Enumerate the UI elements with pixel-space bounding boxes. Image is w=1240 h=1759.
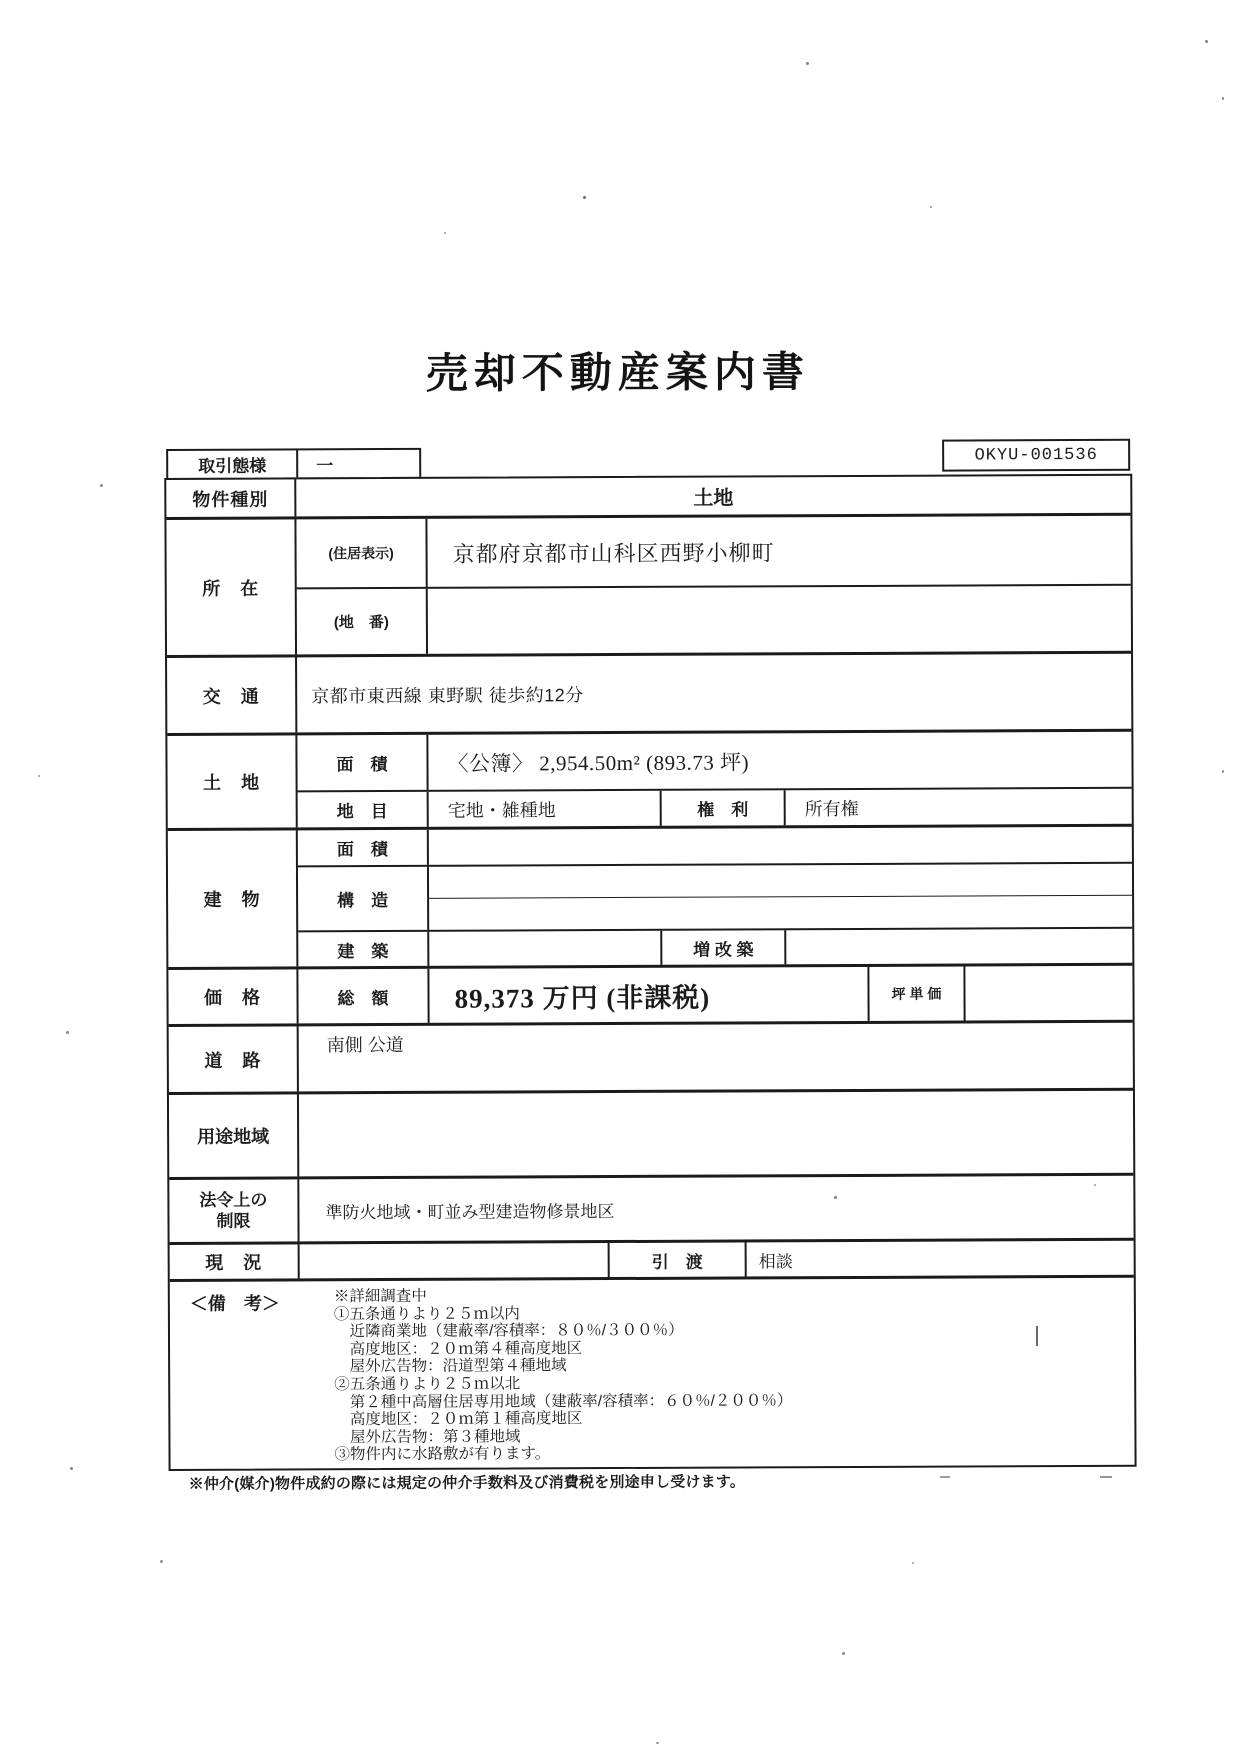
land-area-value: 〈公簿〉 2,954.50m² (893.73 坪) bbox=[447, 749, 750, 776]
remarks-label: ＜備 考＞ bbox=[189, 1293, 280, 1314]
zoning-value bbox=[299, 1091, 1133, 1177]
current-status-value bbox=[300, 1243, 610, 1278]
price-total-label: 総 額 bbox=[298, 969, 429, 1024]
row-current-status bbox=[170, 1241, 1134, 1282]
row-price bbox=[168, 966, 1132, 1027]
scan-speck bbox=[70, 1467, 73, 1470]
property-type-label: 物件種別 bbox=[166, 479, 296, 517]
land-rights-label: 権 利 bbox=[662, 790, 786, 826]
land-category-value: 宅地・雑種地 bbox=[429, 791, 662, 827]
building-renovation-value bbox=[786, 929, 1132, 965]
property-info-table bbox=[164, 474, 1136, 1471]
row-zoning bbox=[169, 1091, 1133, 1180]
remarks-line: 屋外広告物：第３種地域 bbox=[334, 1428, 521, 1447]
price-unit-label: 坪 単 価 bbox=[869, 966, 965, 1020]
location-label: 所 在 bbox=[166, 519, 297, 655]
ref-number-box: OKYU-001536 bbox=[942, 439, 1130, 472]
land-rights-value: 所有権 bbox=[804, 798, 859, 819]
legal-restrictions-label-line2: 制限 bbox=[216, 1211, 251, 1231]
scan-speck bbox=[1205, 40, 1208, 43]
row-land bbox=[167, 732, 1131, 831]
current-status-label: 現 況 bbox=[170, 1244, 300, 1279]
building-area-label: 面 積 bbox=[298, 830, 429, 866]
road-label: 道 路 bbox=[169, 1026, 299, 1092]
legal-restrictions-value: 準防火地域・町並み型建造物修景地区 bbox=[325, 1201, 615, 1222]
row-building bbox=[168, 827, 1133, 970]
building-area-value bbox=[429, 827, 1132, 865]
scan-speck bbox=[444, 232, 446, 234]
scan-speck bbox=[1222, 770, 1224, 773]
scan-speck bbox=[1036, 1326, 1038, 1346]
handover-value: 相談 bbox=[758, 1251, 793, 1271]
price-label: 価 格 bbox=[168, 969, 298, 1024]
row-legal-restrictions bbox=[169, 1176, 1133, 1245]
row-location bbox=[166, 516, 1131, 658]
property-type-value: 土地 bbox=[693, 487, 734, 510]
legal-restrictions-label-line1: 法令上の bbox=[199, 1190, 268, 1210]
scan-speck bbox=[160, 1560, 163, 1563]
access-label: 交 通 bbox=[167, 657, 297, 733]
scan-speck bbox=[842, 1652, 845, 1655]
land-area-label: 面 積 bbox=[297, 735, 428, 791]
building-structure-value-area bbox=[429, 864, 1132, 930]
row-property-type bbox=[166, 476, 1130, 520]
transaction-type-box bbox=[166, 448, 421, 480]
scan-speck bbox=[38, 775, 40, 777]
transaction-type-value: 一 bbox=[316, 456, 334, 476]
remarks-line: ③物件内に水路敷が有ります。 bbox=[334, 1445, 551, 1464]
scan-speck bbox=[66, 1031, 69, 1034]
building-label: 建 物 bbox=[168, 830, 299, 967]
road-value: 南側 公道 bbox=[326, 1034, 404, 1056]
handover-label: 引 渡 bbox=[610, 1242, 747, 1277]
scan-speck bbox=[912, 1562, 914, 1564]
remarks-line: ①五条通りより２５ｍ以内 bbox=[333, 1305, 520, 1323]
row-road bbox=[169, 1023, 1133, 1095]
residence-indication-value: 京都府京都市山科区西野小柳町 bbox=[452, 539, 775, 567]
scan-speck bbox=[1100, 1476, 1112, 1478]
access-value: 京都市東西線 東野駅 徒歩約12分 bbox=[311, 684, 584, 706]
remarks-line: ※詳細調査中 bbox=[333, 1287, 427, 1306]
remarks-line: 第２種中高層住居専用地域（建蔽率/容積率：６０％/２００％） bbox=[334, 1391, 793, 1411]
building-renovation-label: 増 改 築 bbox=[662, 930, 786, 965]
building-built-value bbox=[429, 931, 662, 966]
building-structure-value-lower bbox=[429, 896, 1132, 930]
remarks-line: 屋外広告物：沿道型第４種地域 bbox=[334, 1357, 567, 1376]
scan-speck bbox=[806, 62, 809, 65]
lot-number-value bbox=[428, 586, 1131, 654]
scan-speck bbox=[940, 1476, 950, 1478]
remarks-line: ②五条通りより２５ｍ以北 bbox=[334, 1375, 521, 1394]
scan-speck bbox=[1094, 1184, 1096, 1186]
row-remarks bbox=[170, 1278, 1135, 1469]
zoning-label: 用途地域 bbox=[169, 1094, 299, 1177]
scan-speck bbox=[656, 1742, 659, 1744]
remarks-line: 近隣商業地（建蔽率/容積率：８０％/３００％） bbox=[333, 1321, 684, 1341]
residence-indication-label: (住居表示) bbox=[296, 519, 427, 588]
scan-speck bbox=[834, 1196, 837, 1199]
row-access bbox=[167, 654, 1131, 736]
price-unit-value bbox=[965, 966, 1132, 1021]
remarks-line: 高度地区：２０ｍ第４種高度地区 bbox=[334, 1339, 583, 1359]
scan-speck bbox=[1222, 97, 1224, 100]
remarks-text bbox=[334, 1286, 793, 1464]
document-title: 売却不動産案内書 bbox=[425, 350, 810, 398]
remarks-line: 高度地区：２０ｍ第１種高度地区 bbox=[334, 1410, 583, 1429]
building-structure-value bbox=[429, 864, 1132, 899]
land-category-label: 地 目 bbox=[298, 792, 429, 828]
footer-note: ※仲介(媒介)物件成約の際には規定の仲介手数料及び消費税を別途申し受けます。 bbox=[188, 1473, 746, 1493]
building-built-label: 建 築 bbox=[298, 932, 429, 967]
legal-restrictions-label bbox=[169, 1179, 299, 1242]
building-structure-label: 構 造 bbox=[298, 867, 429, 931]
lot-number-label: (地 番) bbox=[297, 589, 428, 655]
transaction-type-label: 取引態様 bbox=[168, 450, 298, 478]
price-total-value: 89,373 万円 (非課税) bbox=[429, 967, 869, 1023]
scan-speck bbox=[583, 196, 586, 199]
scan-speck bbox=[100, 484, 103, 487]
land-label: 土 地 bbox=[167, 735, 297, 828]
scan-speck bbox=[930, 206, 932, 208]
